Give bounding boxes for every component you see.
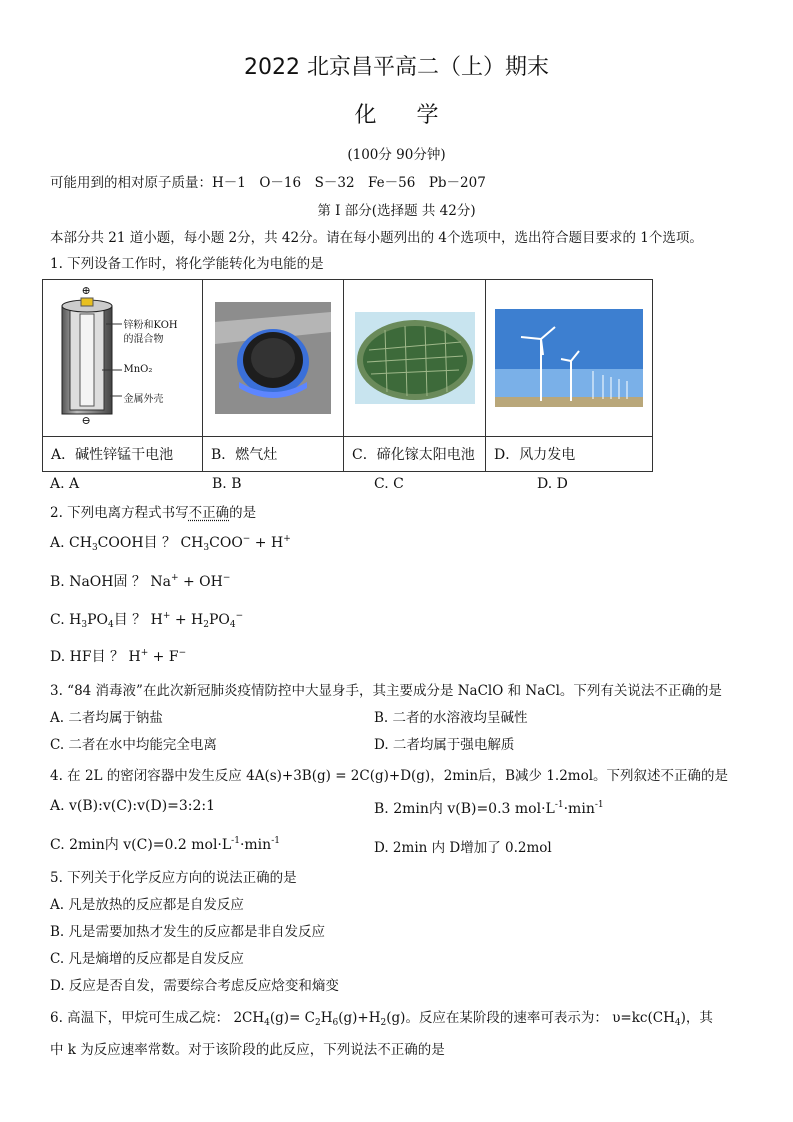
battery-label-shell: 金属外壳 xyxy=(123,394,164,405)
part1-heading: 第 I 部分(选择题 共 42分) xyxy=(317,203,476,219)
atomic-masses: 可能用到的相对原子质量：H－1 O－16 S－32 Fe－56 Pb－207 xyxy=(50,175,486,191)
page-title: 2022 北京昌平高二（上）期末 xyxy=(244,55,549,80)
solar-wafer-image xyxy=(355,312,475,404)
q1-answer-b: B. B xyxy=(212,476,242,492)
battery-cell xyxy=(43,280,203,437)
battery-label-mno2: MnO₂ xyxy=(123,364,153,375)
gas-stove-cell xyxy=(203,280,344,437)
q1-option-table xyxy=(42,279,653,472)
q3-option-c: C. 二者在水中均能完全电离 xyxy=(50,737,217,753)
positive-terminal-icon: ⊕ xyxy=(81,284,91,297)
q2-stem: 2. 下列电离方程式书写不正确的是 xyxy=(50,505,257,521)
wind-turbine-image xyxy=(495,309,643,407)
gas-stove-image xyxy=(215,302,331,414)
q2-option-d: D. HF目 ？ H+ + F− xyxy=(50,648,187,665)
q4-option-c: C. 2min内 v(C)=0.2 $mol\cdot L^{-1}\cdot\min^{-1}$ xyxy=(50,836,280,853)
exam-info: (100分 90分钟) xyxy=(347,147,446,163)
q5-option-d: D. 反应是否自发，需要综合考虑反应焓变和熵变 xyxy=(50,978,339,994)
q2-option-c: C. $H_3PO_4$目 ？ $H^+ + H_2PO_4^-$ xyxy=(50,611,244,630)
q5-stem: 5. 下列关于化学反应方向的说法正确的是 xyxy=(50,870,297,886)
q6-stem: 6. 高温下，甲烷可生成乙烷： $2CH_4(g)= C_2H_6(g)+H_2(g)$。反应在某阶段的速率可表示为： $\upsilon=kc(CH_4)$，其 xyxy=(50,1010,713,1028)
q4-stem: 4. 在 2L 的密闭容器中发生反应 4A(s)+3B(g) = 2C(g)+D(g)，2min后，B减少 1.2mol。下列叙述不正确的是 xyxy=(50,768,729,784)
q1-answer-d: D. D xyxy=(537,476,568,492)
battery-label-zinc: 锌粉和KOH xyxy=(123,320,178,331)
q4-option-d: D. 2min 内 D增加了 0.2mol xyxy=(374,840,552,856)
subject-heading: 化学 xyxy=(354,103,479,128)
q3-option-b: B. 二者的水溶液均呈碱性 xyxy=(374,710,528,726)
q2-option-a: A. $CH_3COOH$目 ？ $CH_3COO^- + H^+$ xyxy=(50,534,291,553)
q5-option-c: C. 凡是熵增的反应都是自发反应 xyxy=(50,951,244,967)
q1-answer-a: A. A xyxy=(50,476,80,492)
negative-terminal-icon: ⊖ xyxy=(81,414,91,427)
option-c-label: C．碲化镓太阳电池 xyxy=(344,437,486,472)
option-d-label: D．风力发电 xyxy=(486,437,653,472)
q4-option-b: B. 2min内 v(B)=0.3 $mol\cdot L^{-1}\cdot\min^{-1}$ xyxy=(374,800,604,817)
q3-option-d: D. 二者均属于强电解质 xyxy=(374,737,515,753)
battery-diagram xyxy=(48,284,198,432)
option-b-label: B．燃气灶 xyxy=(203,437,344,472)
wind-power-cell xyxy=(486,280,653,437)
q1-answer-c: C. C xyxy=(374,476,404,492)
q5-option-b: B. 凡是需要加热才发生的反应都是非自发反应 xyxy=(50,924,326,940)
q3-option-a: A. 二者均属于钠盐 xyxy=(50,710,163,726)
battery-label-mixture: 的混合物 xyxy=(123,334,164,345)
q1-stem: 1. 下列设备工作时，将化学能转化为电能的是 xyxy=(50,256,324,272)
q5-option-a: A. 凡是放热的反应都是自发反应 xyxy=(50,897,244,913)
solar-cell-cell xyxy=(344,280,486,437)
q2-option-b: B. NaOH固 ？ Na+ + OH− xyxy=(50,573,231,590)
q6-stem-line2: 中 k 为反应速率常数。对于该阶段的此反应，下列说法不正确的是 xyxy=(50,1042,445,1058)
q3-stem: 3. “84 消毒液”在此次新冠肺炎疫情防控中大显身手，其主要成分是 NaClO 和 NaCl。下列有关说法不正确的是 xyxy=(50,683,722,699)
q4-option-a: A. v(B):v(C):v(D)=3:2:1 xyxy=(50,798,216,814)
part1-instructions: 本部分共 21 道小题，每小题 2分，共 42分。请在每小题列出的 4个选项中，选出符合题目要求的 1个选项。 xyxy=(50,230,703,246)
option-a-label: A．碱性锌锰干电池 xyxy=(43,437,203,472)
